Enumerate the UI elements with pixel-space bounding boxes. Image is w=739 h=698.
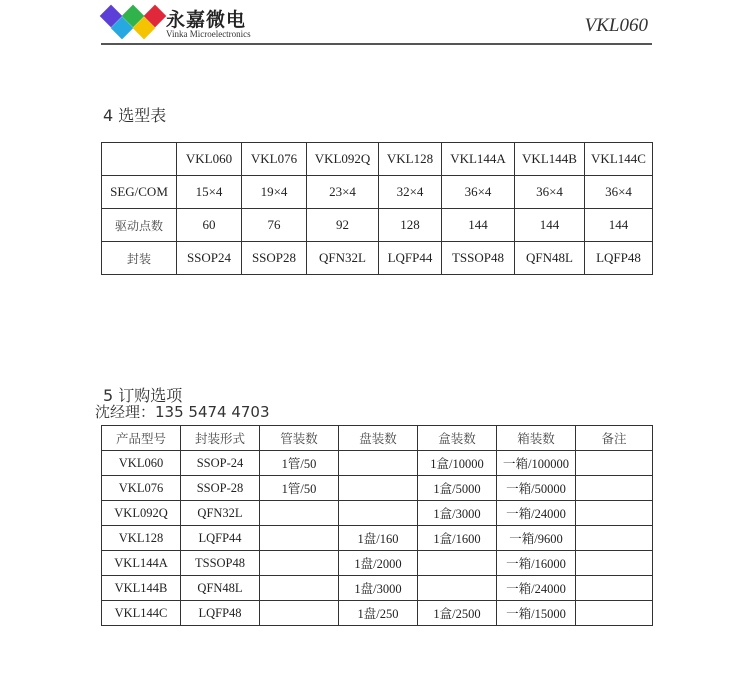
header-cell: 盘装数 [339,426,418,451]
header-cell: VKL128 [379,143,442,176]
table-cell: VKL144C [102,601,181,626]
table-cell: 一箱/15000 [497,601,576,626]
table-cell: 1盘/2000 [339,551,418,576]
header-cell: 箱装数 [497,426,576,451]
table-cell [576,451,653,476]
header-cell: 备注 [576,426,653,451]
table-cell: 1盘/250 [339,601,418,626]
table-cell [339,501,418,526]
table-cell [260,576,339,601]
table-cell: 1盒/1600 [418,526,497,551]
table-cell: 1盒/3000 [418,501,497,526]
table-cell: 36×4 [442,176,515,209]
table-row [102,209,653,242]
header-cell: 盒装数 [418,426,497,451]
section-4-title: 4 选型表 [103,106,167,125]
ordering-table [101,425,653,626]
row-label: 封装 [102,242,177,275]
table-cell: 1盒/2500 [418,601,497,626]
table-cell [576,526,653,551]
table-row [102,176,653,209]
table-cell: SSOP24 [177,242,242,275]
table-row [102,242,653,275]
header-cell: VKL144B [515,143,585,176]
table-cell: VKL144A [102,551,181,576]
row-label: SEG/COM [102,176,177,209]
table-cell: 36×4 [585,176,653,209]
table-cell [576,551,653,576]
table-cell [418,551,497,576]
table-cell [260,501,339,526]
table-cell: 144 [442,209,515,242]
table-cell: 92 [307,209,379,242]
table-cell: 144 [585,209,653,242]
header-cell: 封装形式 [181,426,260,451]
table-cell: 36×4 [515,176,585,209]
contact-info: 沈经理：135 5474 4703 [95,403,270,421]
header-cell: VKL092Q [307,143,379,176]
table-cell: 32×4 [379,176,442,209]
table-cell: 一箱/24000 [497,576,576,601]
header-cell: VKL076 [242,143,307,176]
header-cell: 产品型号 [102,426,181,451]
table-cell: 19×4 [242,176,307,209]
header-cell: VKL144A [442,143,515,176]
row-label: 驱动点数 [102,209,177,242]
table-row [102,451,653,476]
header-cell: VKL060 [177,143,242,176]
table-cell: 23×4 [307,176,379,209]
table-cell: 1盒/5000 [418,476,497,501]
table-cell [339,451,418,476]
table-cell: 一箱/16000 [497,551,576,576]
table-cell [260,601,339,626]
table-cell: 144 [515,209,585,242]
table-cell: TSSOP48 [442,242,515,275]
table-cell: LQFP48 [585,242,653,275]
document-code: VKL060 [584,15,648,36]
table-cell: TSSOP48 [181,551,260,576]
table-cell: SSOP-24 [181,451,260,476]
table-header-row [102,426,653,451]
table-cell [260,551,339,576]
section-5-title: 5 订购选项 [103,386,183,405]
selection-table [101,142,653,275]
header-divider [101,43,652,45]
table-cell [576,576,653,601]
table-cell: 一箱/24000 [497,501,576,526]
table-cell: 128 [379,209,442,242]
table-cell: QFN48L [181,576,260,601]
table-cell: 1管/50 [260,451,339,476]
table-cell: VKL076 [102,476,181,501]
table-row [102,551,653,576]
table-cell: 76 [242,209,307,242]
table-row [102,501,653,526]
table-row [102,576,653,601]
table-cell: 15×4 [177,176,242,209]
table-cell: 1管/50 [260,476,339,501]
table-cell: SSOP28 [242,242,307,275]
table-cell: VKL128 [102,526,181,551]
table-cell: VKL144B [102,576,181,601]
table-cell: SSOP-28 [181,476,260,501]
table-cell: 一箱/100000 [497,451,576,476]
table-cell: QFN48L [515,242,585,275]
table-cell [576,501,653,526]
table-cell: LQFP44 [181,526,260,551]
table-cell: QFN32L [181,501,260,526]
table-cell [576,476,653,501]
table-cell: 1盘/160 [339,526,418,551]
table-header-row [102,143,653,176]
table-cell: VKL092Q [102,501,181,526]
table-cell: QFN32L [307,242,379,275]
table-row [102,526,653,551]
table-cell: 1盘/3000 [339,576,418,601]
table-cell: 一箱/9600 [497,526,576,551]
brand-name-en: Vinka Microelectronics [166,29,251,39]
table-cell: LQFP48 [181,601,260,626]
table-row [102,476,653,501]
table-cell [418,576,497,601]
table-cell [339,476,418,501]
table-cell: 1盒/10000 [418,451,497,476]
table-cell: LQFP44 [379,242,442,275]
table-row [102,601,653,626]
table-cell [576,601,653,626]
header-cell: VKL144C [585,143,653,176]
table-cell [260,526,339,551]
table-cell: 60 [177,209,242,242]
table-cell: 一箱/50000 [497,476,576,501]
brand-name-cn: 永嘉微电 [166,9,247,31]
header-cell [102,143,177,176]
table-cell: VKL060 [102,451,181,476]
company-logo [100,4,162,40]
header-cell: 管装数 [260,426,339,451]
